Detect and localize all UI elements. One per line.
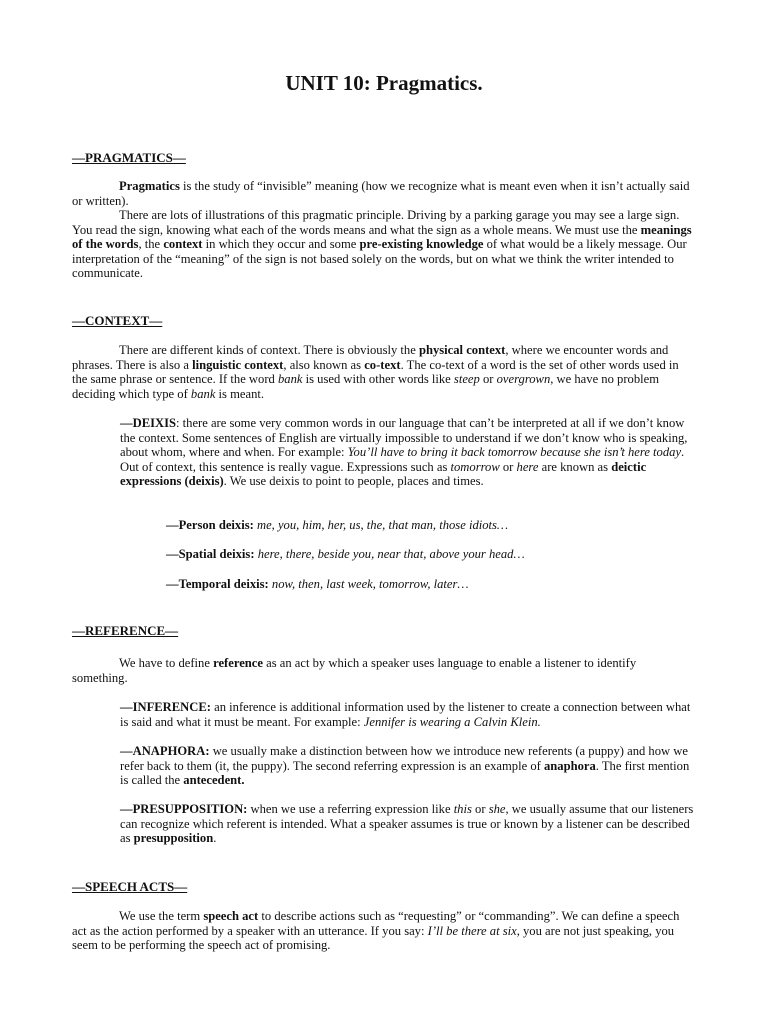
section-heading-context: —CONTEXT— xyxy=(72,313,163,328)
context-paragraph: There are different kinds of context. There is obviously the physical context, where we encounter words and phrases. There is also a linguistic context, also known as co-text. The co-text of a word is the set of other words used in the same phrase or sentence. If the word bank is used with other words like steep or overgrown, we have no problem deciding which type of bank is meant. xyxy=(72,343,679,401)
section-heading-reference: —REFERENCE— xyxy=(72,623,179,638)
section-heading-pragmatics: —PRAGMATICS— xyxy=(72,150,186,165)
temporal-deixis-line: —Temporal deixis: now, then, last week, tomorrow, later… xyxy=(166,577,469,591)
inference-paragraph: —INFERENCE: an inference is additional information used by the listener to create a connection between what is said and what it must be meant. For example: Jennifer is wearing a Calvin Klein. xyxy=(120,700,691,729)
reference-paragraph: We have to define reference as an act by which a speaker uses language to enable a listener to identify something. xyxy=(72,656,637,685)
page-title: UNIT 10: Pragmatics. xyxy=(285,71,483,95)
section-heading-speech-acts: —SPEECH ACTS— xyxy=(72,879,188,894)
spatial-deixis-line: —Spatial deixis: here, there, beside you, near that, above your head… xyxy=(166,547,525,561)
anaphora-paragraph: —ANAPHORA: we usually make a distinction between how we introduce new referents (a puppy) and how we refer back to them (it, the puppy). The second referring expression is an example of anaphora. The first mention is called the antecedent. xyxy=(120,744,690,787)
speech-acts-paragraph: We use the term speech act to describe actions such as “requesting” or “commanding”. We can define a speech act as the action performed by a speaker with an utterance. If you say: I’ll be there at six, you are not just speaking, you seem to be performing the speech act of promising. xyxy=(72,909,680,952)
presupposition-paragraph: —PRESUPPOSITION: when we use a referring expression like this or she, we usually assume that our listeners can recognize which referent is intended. What a speaker assumes is true or known by a listener can be described as presupposition. xyxy=(120,802,694,845)
person-deixis-line: —Person deixis: me, you, him, her, us, the, that man, those idiots… xyxy=(166,518,509,532)
pragmatics-illustration-paragraph: There are lots of illustrations of this pragmatic principle. Driving by a parking garage you may see a large sign. You read the sign, knowing what each of the words means and what the sign as a whole means. We must use the meanings of the words, the context in which they occur and some pre-existing knowledge of what would be a likely message. Our interpretation of the “meaning” of the sign is not based solely on the words, but on what we think the writer intended to communicate. xyxy=(72,208,692,280)
pragmatics-definition-paragraph: Pragmatics is the study of “invisible” meaning (how we recognize what is meant even when it isn’t actually said or written). There are lots of illustrations of this pragmatic principle. Driving by a parking garage you may see a large sign. You read the sign, knowing what each of the words means and what the sign as a whole means. We must use the meanings of the words, the context in which they occur and some pre-existing knowledge of what would be a likely message. Our interpretation of the “meaning” of the sign is not based solely on the words, but on what we think the writer intended to communicate. xyxy=(72,179,694,281)
deixis-paragraph: —DEIXIS: there are some very common words in our language that can’t be interpreted at all if we don’t know the context. Some sentences of English are virtually impossible to understand if we don’t know who is speaking, about whom, where and when. For example: You’ll have to bring it back tomorrow because she isn’t here today. Out of context, this sentence is really vague. Expressions such as tomorrow or here are known as deictic expressions (deixis). We use deixis to point to people, places and times. xyxy=(120,416,688,488)
